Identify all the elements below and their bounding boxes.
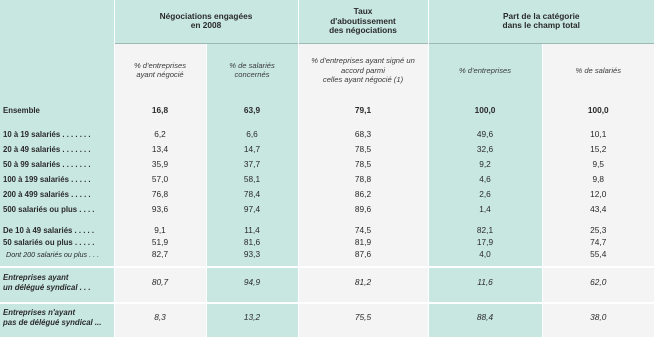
cell-value: 100,0 [428, 103, 542, 119]
cell-value: 8,3 [114, 303, 206, 331]
cell-value: 9,5 [542, 157, 654, 172]
cell-value: 43,4 [542, 202, 654, 217]
cell-value: 55,4 [542, 249, 654, 261]
table-row [0, 127, 654, 142]
cell-value: 6,6 [206, 127, 298, 142]
cell-value: 87,6 [298, 249, 428, 261]
cell-value: 4,0 [428, 249, 542, 261]
row-label: 200 à 499 salariés . . . . . [0, 187, 114, 202]
cell-value: 79,1 [298, 103, 428, 119]
header-group-negociations: Négociations engagées en 2008 [114, 0, 298, 43]
cell-value: 58,1 [206, 172, 298, 187]
cell-value: 81,6 [206, 237, 298, 249]
cell-value: 38,0 [542, 303, 654, 331]
cell-value: 13,2 [206, 303, 298, 331]
row-label: 10 à 19 salariés . . . . . . . [0, 127, 114, 142]
row-label: 100 à 199 salariés . . . . . [0, 172, 114, 187]
cell-value: 100,0 [542, 103, 654, 119]
row-label: Ensemble [0, 103, 114, 119]
cell-value: 97,4 [206, 202, 298, 217]
cell-value: 49,6 [428, 127, 542, 142]
row-label: 500 salariés ou plus . . . . [0, 202, 114, 217]
header-group-row [0, 0, 654, 43]
row-label: Entreprises ayant un délégué syndical . . . [0, 267, 114, 297]
cell-value: 89,6 [298, 202, 428, 217]
table-row-delegue-yes [0, 267, 654, 297]
cell-value: 9,2 [428, 157, 542, 172]
row-label: 50 salariés ou plus . . . . . [0, 237, 114, 249]
cell-value: 57,0 [114, 172, 206, 187]
header-corner [0, 0, 114, 97]
subheader-part-salaries: % de salariés [542, 43, 654, 97]
cell-value: 74,7 [542, 237, 654, 249]
row-label: 20 à 49 salariés . . . . . . . [0, 142, 114, 157]
cell-value: 81,9 [298, 237, 428, 249]
cell-value: 17,9 [428, 237, 542, 249]
header-group-taux: Taux d'aboutissement des négociations [298, 0, 428, 43]
table-row [0, 249, 654, 261]
cell-value: 93,6 [114, 202, 206, 217]
table-row [0, 237, 654, 249]
cell-value: 12,0 [542, 187, 654, 202]
cell-value: 94,9 [206, 267, 298, 297]
cell-value: 78,8 [298, 172, 428, 187]
row-label: 50 à 99 salariés . . . . . . . [0, 157, 114, 172]
table-row [0, 225, 654, 237]
cell-value: 86,2 [298, 187, 428, 202]
table-row-delegue-no [0, 303, 654, 331]
cell-value: 88,4 [428, 303, 542, 331]
cell-value: 11,4 [206, 225, 298, 237]
cell-value: 9,8 [542, 172, 654, 187]
cell-value: 4,6 [428, 172, 542, 187]
cell-value: 63,9 [206, 103, 298, 119]
cell-value: 93,3 [206, 249, 298, 261]
cell-value: 76,8 [114, 187, 206, 202]
cell-value: 81,2 [298, 267, 428, 297]
cell-value: 51,9 [114, 237, 206, 249]
table-row [0, 157, 654, 172]
subheader-taux-signature: % d'entreprises ayant signé un accord parmi celles ayant négocié (1) [298, 43, 428, 97]
cell-value: 15,2 [542, 142, 654, 157]
cell-value: 78,4 [206, 187, 298, 202]
table-row [0, 202, 654, 217]
header-group-part: Part de la catégorie dans le champ total [428, 0, 654, 43]
row-label: Entreprises n'ayant pas de délégué syndical ... [0, 303, 114, 331]
cell-value: 2,6 [428, 187, 542, 202]
table-row [0, 172, 654, 187]
row-label: De 10 à 49 salariés . . . . . [0, 225, 114, 237]
subheader-entreprises-negocie: % d'entreprises ayant négocié [114, 43, 206, 97]
cell-value: 82,1 [428, 225, 542, 237]
cell-value: 37,7 [206, 157, 298, 172]
cell-value: 78,5 [298, 142, 428, 157]
table-row [0, 187, 654, 202]
subheader-part-entreprises: % d'entreprises [428, 43, 542, 97]
cell-value: 6,2 [114, 127, 206, 142]
cell-value: 25,3 [542, 225, 654, 237]
cell-value: 82,7 [114, 249, 206, 261]
subheader-salaries-concernes: % de salariés concernés [206, 43, 298, 97]
table-row [0, 142, 654, 157]
cell-value: 74,5 [298, 225, 428, 237]
cell-value: 9,1 [114, 225, 206, 237]
cell-value: 35,9 [114, 157, 206, 172]
cell-value: 14,7 [206, 142, 298, 157]
cell-value: 1,4 [428, 202, 542, 217]
cell-value: 16,8 [114, 103, 206, 119]
cell-value: 13,4 [114, 142, 206, 157]
cell-value: 75,5 [298, 303, 428, 331]
cell-value: 80,7 [114, 267, 206, 297]
row-label: Dont 200 salariés ou plus . . . [0, 249, 114, 261]
cell-value: 78,5 [298, 157, 428, 172]
cell-value: 62,0 [542, 267, 654, 297]
cell-value: 11,6 [428, 267, 542, 297]
cell-value: 68,3 [298, 127, 428, 142]
cell-value: 10,1 [542, 127, 654, 142]
cell-value: 32,6 [428, 142, 542, 157]
table-row-ensemble [0, 103, 654, 119]
